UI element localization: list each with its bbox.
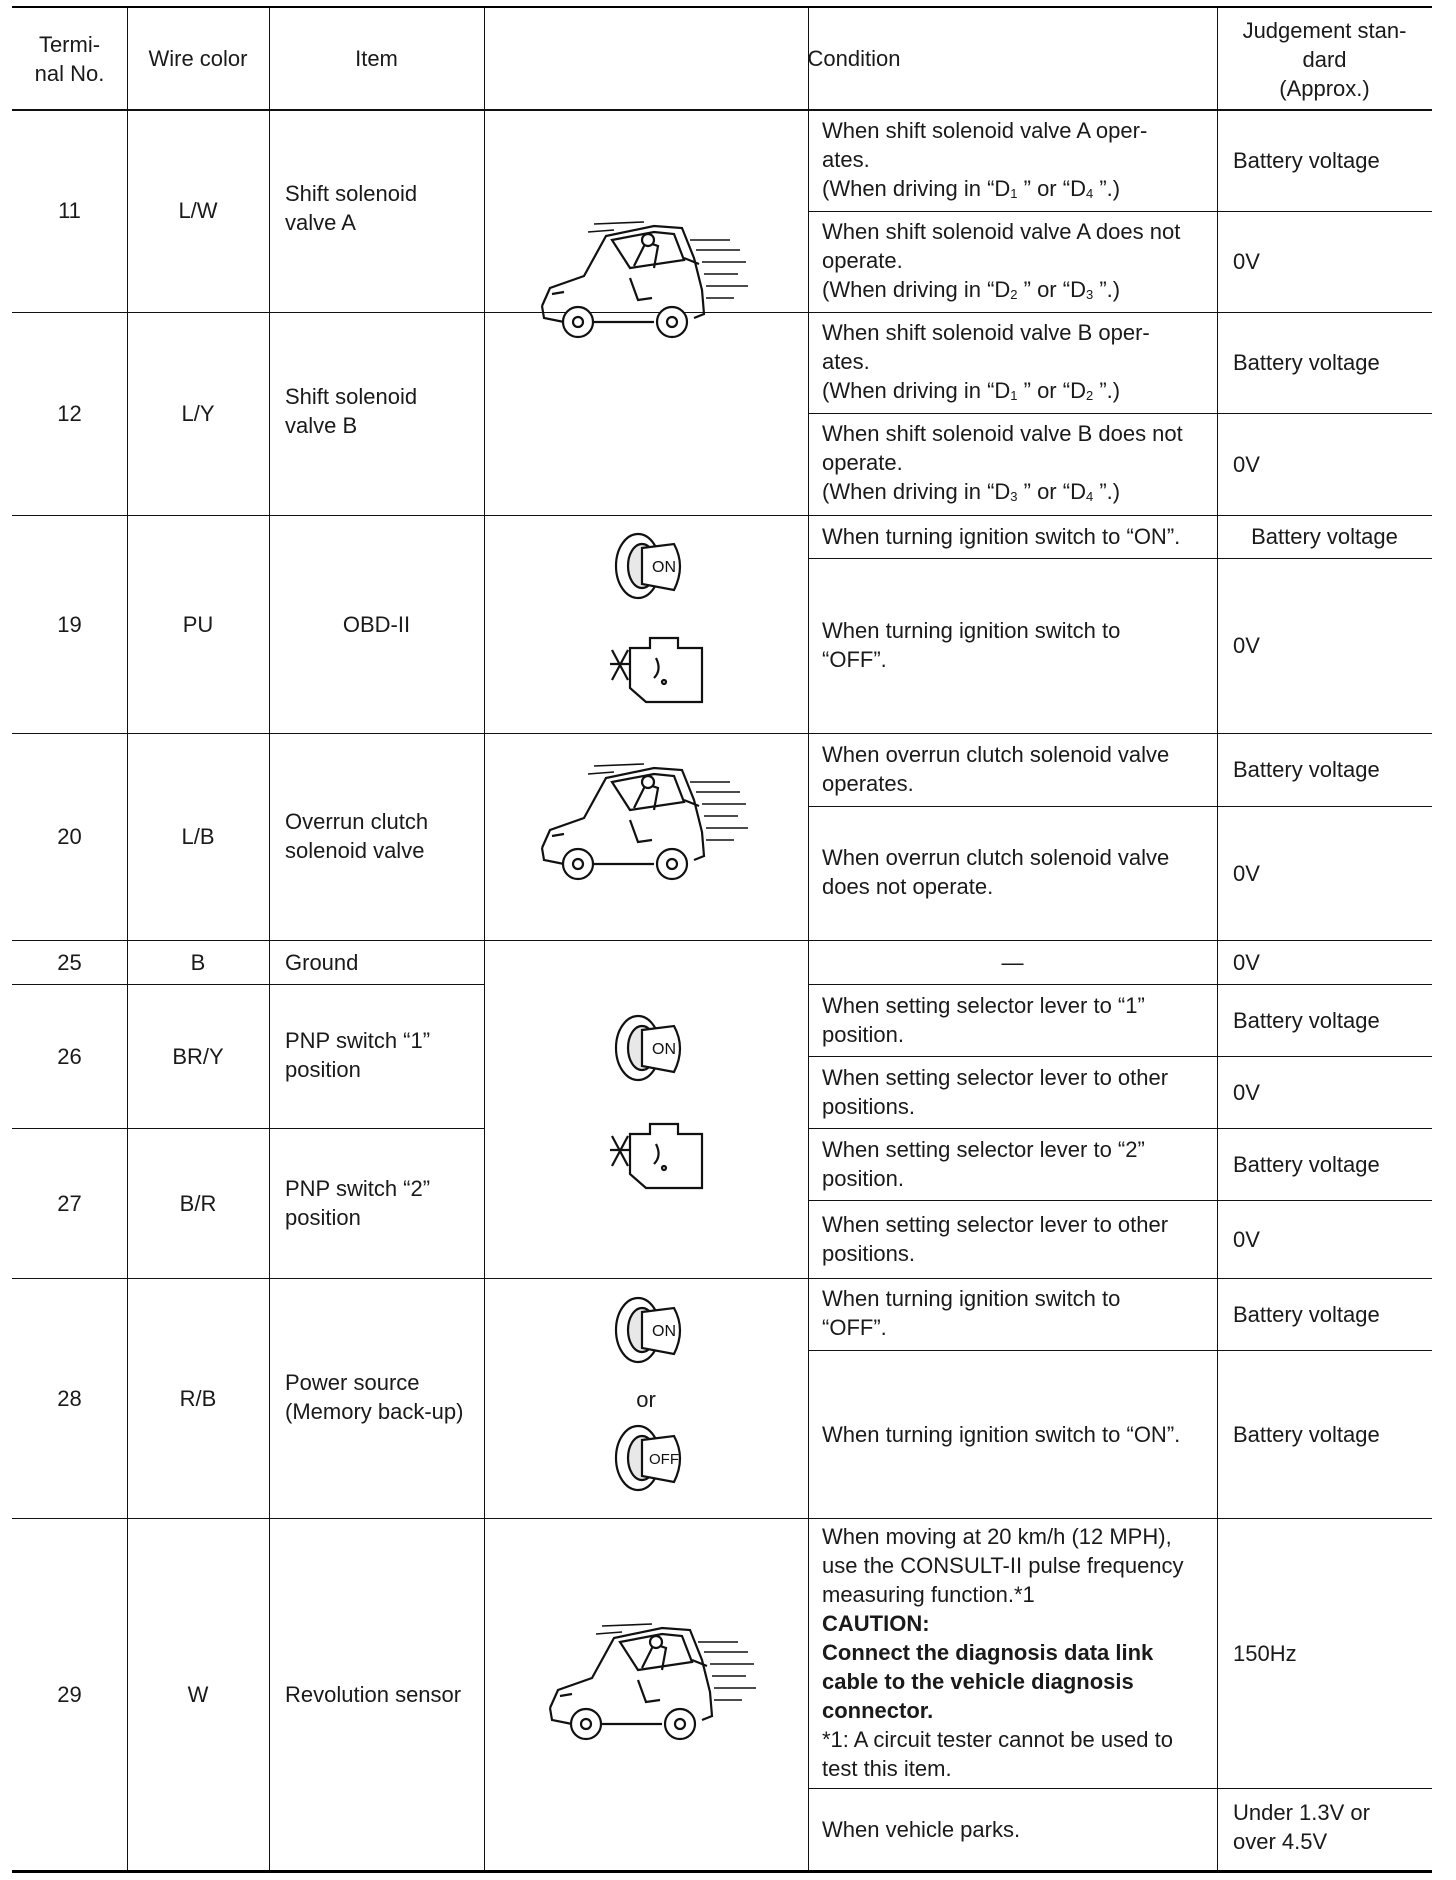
condition-12-b bbox=[808, 413, 1217, 515]
judgement-20-b: 0V bbox=[1233, 860, 1260, 886]
condition-11-a bbox=[808, 109, 1217, 211]
condition-20-b-line2: does not operate. bbox=[822, 874, 994, 899]
condition-12-b-note: (When driving in “$D_3$ ” or “$D_4$ ”.) bbox=[822, 479, 1121, 504]
header-judgement-line1: Judgement stan- bbox=[1242, 18, 1407, 43]
condition-20-a-line1: When overrun clutch solenoid valve bbox=[822, 742, 1170, 767]
judgement-20-a: Battery voltage bbox=[1233, 757, 1380, 782]
driving-car-illustration bbox=[534, 760, 754, 895]
condition-25: — bbox=[1001, 949, 1024, 975]
condition-11-b bbox=[808, 211, 1217, 312]
wire-color-25: B bbox=[190, 949, 206, 975]
judgement-27-a: Battery voltage bbox=[1233, 1151, 1380, 1177]
item-12 bbox=[269, 312, 484, 515]
judgement-19-b: 0V bbox=[1233, 633, 1260, 658]
wire-color-29: W bbox=[187, 1681, 209, 1707]
item-20 bbox=[269, 733, 484, 940]
ignition-on-label: ON bbox=[652, 559, 676, 576]
item-27-line1: PNP switch “2” bbox=[285, 1176, 431, 1201]
wire-color-28: R/B bbox=[179, 1385, 217, 1411]
wire-color-19: PU bbox=[182, 611, 214, 637]
judgement-11-b: 0V bbox=[1233, 249, 1260, 274]
item-26 bbox=[269, 984, 484, 1128]
ignition-off-label: OFF bbox=[649, 1451, 679, 1468]
condition-11-b-line1: When shift solenoid valve A does not bbox=[822, 219, 1181, 244]
terminal-19: 19 bbox=[57, 611, 82, 637]
judgement-26-b: 0V bbox=[1233, 1079, 1260, 1105]
caution-line3: connector. bbox=[822, 1698, 934, 1723]
ignition-key-off-icon bbox=[612, 1418, 692, 1498]
judgement-12-b: 0V bbox=[1233, 451, 1260, 477]
header-terminal bbox=[12, 8, 127, 109]
ignition-key-on-icon bbox=[612, 1290, 692, 1370]
condition-28-a-line2: “OFF”. bbox=[822, 1315, 887, 1340]
condition-27-b-line2: positions. bbox=[822, 1241, 915, 1266]
condition-11-a-line1: When shift solenoid valve A oper- bbox=[822, 118, 1148, 143]
condition-11-a-line2: ates. bbox=[822, 147, 870, 172]
item-19: OBD-II bbox=[342, 611, 411, 637]
wire-color-26: BR/Y bbox=[172, 1043, 224, 1069]
condition-20-b-line1: When overrun clutch solenoid valve bbox=[822, 845, 1170, 870]
wire-color-12: L/Y bbox=[181, 401, 215, 426]
condition-29-b: When vehicle parks. bbox=[822, 1816, 1021, 1842]
condition-29-a bbox=[808, 1518, 1217, 1788]
terminal-28: 28 bbox=[57, 1385, 82, 1411]
item-25: Ground bbox=[285, 949, 359, 975]
header-judgement-line2: dard bbox=[1302, 47, 1347, 72]
judgement-29-a: 150Hz bbox=[1233, 1640, 1297, 1666]
item-28-line1: Power source bbox=[285, 1370, 420, 1395]
footnote-line2: test this item. bbox=[822, 1756, 952, 1781]
caution-line2: cable to the vehicle diagnosis bbox=[822, 1669, 1134, 1694]
header-condition: Condition bbox=[807, 46, 901, 71]
condition-11-b-line2: operate. bbox=[822, 248, 903, 273]
condition-26-a-line1: When setting selector lever to “1” bbox=[822, 993, 1145, 1018]
terminal-25: 25 bbox=[57, 949, 82, 975]
condition-29-a-line3: measuring function.*1 bbox=[822, 1582, 1035, 1607]
item-28 bbox=[269, 1278, 484, 1518]
condition-27-b-line1: When setting selector lever to other bbox=[822, 1212, 1169, 1237]
judgement-12-a: Battery voltage bbox=[1233, 350, 1380, 375]
condition-26-a bbox=[808, 984, 1217, 1056]
or-label: or bbox=[636, 1386, 656, 1412]
item-11 bbox=[269, 109, 484, 312]
terminal-inspection-table bbox=[12, 6, 1432, 1873]
condition-27-a bbox=[808, 1128, 1217, 1200]
ignition-key-on-icon bbox=[612, 1008, 692, 1088]
header-item: Item bbox=[355, 46, 398, 71]
condition-26-b-line2: positions. bbox=[822, 1094, 915, 1119]
condition-19-a: When turning ignition switch to “ON”. bbox=[822, 524, 1181, 549]
item-12-line1: Shift solenoid bbox=[285, 384, 418, 409]
terminal-11: 11 bbox=[58, 198, 81, 223]
caution-line1: Connect the diagnosis data link bbox=[822, 1640, 1154, 1665]
condition-28-b: When turning ignition switch to “ON”. bbox=[822, 1421, 1181, 1447]
item-20-line2: solenoid valve bbox=[285, 838, 425, 863]
terminal-20: 20 bbox=[57, 824, 82, 849]
condition-11-a-note: (When driving in “$D_1$ ” or “$D_4$ ”.) bbox=[822, 176, 1121, 201]
header-terminal-line2: nal No. bbox=[34, 61, 105, 86]
header-wire-color: Wire color bbox=[148, 46, 248, 71]
judgement-26-a: Battery voltage bbox=[1233, 1007, 1380, 1033]
item-27-line2: position bbox=[285, 1205, 361, 1230]
ignition-key-on-icon bbox=[612, 526, 692, 606]
ignition-on-label: ON bbox=[652, 1323, 676, 1340]
judgement-27-b: 0V bbox=[1233, 1226, 1260, 1252]
condition-19-b-line2: “OFF”. bbox=[822, 647, 887, 672]
wire-color-20: L/B bbox=[181, 824, 215, 849]
item-20-line1: Overrun clutch bbox=[285, 809, 429, 834]
judgement-28-b: Battery voltage bbox=[1233, 1421, 1380, 1447]
judgement-29-b-line2: over 4.5V bbox=[1233, 1829, 1328, 1854]
header-judgement bbox=[1217, 8, 1432, 109]
judgement-19-a: Battery voltage bbox=[1251, 524, 1398, 549]
engine-icon bbox=[606, 1104, 718, 1204]
wire-color-27: B/R bbox=[179, 1190, 217, 1216]
item-26-line1: PNP switch “1” bbox=[285, 1028, 431, 1053]
condition-29-a-line1: When moving at 20 km/h (12 MPH), bbox=[822, 1524, 1172, 1549]
condition-27-a-line1: When setting selector lever to “2” bbox=[822, 1137, 1145, 1162]
terminal-26: 26 bbox=[57, 1043, 82, 1069]
terminal-29: 29 bbox=[57, 1681, 82, 1707]
condition-29-a-line2: use the CONSULT-II pulse frequency bbox=[822, 1553, 1184, 1578]
condition-12-a-line1: When shift solenoid valve B oper- bbox=[822, 320, 1150, 345]
item-26-line2: position bbox=[285, 1057, 361, 1082]
condition-12-a bbox=[808, 312, 1217, 413]
item-28-line2: (Memory back-up) bbox=[285, 1399, 464, 1424]
condition-20-b bbox=[808, 806, 1217, 940]
item-29: Revolution sensor bbox=[285, 1681, 462, 1707]
condition-11-b-note: (When driving in “$D_2$ ” or “$D_3$ ”.) bbox=[822, 277, 1121, 302]
condition-12-b-line2: operate. bbox=[822, 450, 903, 475]
condition-26-a-line2: position. bbox=[822, 1022, 904, 1047]
judgement-11-a: Battery voltage bbox=[1233, 147, 1380, 173]
condition-12-a-line2: ates. bbox=[822, 349, 870, 374]
ignition-on-label: ON bbox=[652, 1041, 676, 1058]
item-11-line2: valve A bbox=[285, 210, 356, 235]
condition-28-a bbox=[808, 1278, 1217, 1350]
item-12-line2: valve B bbox=[285, 413, 358, 438]
condition-27-a-line2: position. bbox=[822, 1166, 904, 1191]
judgement-29-b-line1: Under 1.3V or bbox=[1233, 1800, 1370, 1825]
item-11-line1: Shift solenoid bbox=[285, 181, 418, 206]
item-27 bbox=[269, 1128, 484, 1278]
condition-26-b bbox=[808, 1056, 1217, 1128]
condition-20-a-line2: operates. bbox=[822, 771, 914, 796]
caution-heading: CAUTION: bbox=[822, 1611, 930, 1636]
header-terminal-line1: Termi- bbox=[38, 32, 101, 57]
condition-12-b-line1: When shift solenoid valve B does not bbox=[822, 421, 1183, 446]
wire-color-11: L/W bbox=[178, 198, 218, 223]
judgement-29-b bbox=[1217, 1788, 1432, 1870]
driving-car-illustration bbox=[534, 218, 754, 353]
header-judgement-line3: (Approx.) bbox=[1279, 76, 1370, 101]
terminal-27: 27 bbox=[57, 1190, 82, 1216]
condition-20-a bbox=[808, 733, 1217, 806]
terminal-12: 12 bbox=[57, 401, 82, 426]
condition-26-b-line1: When setting selector lever to other bbox=[822, 1065, 1169, 1090]
judgement-28-a: Battery voltage bbox=[1233, 1301, 1380, 1327]
condition-27-b bbox=[808, 1200, 1217, 1278]
judgement-25: 0V bbox=[1233, 949, 1260, 975]
engine-icon bbox=[606, 618, 718, 718]
footnote-line1: *1: A circuit tester cannot be used to bbox=[822, 1727, 1173, 1752]
condition-12-a-note: (When driving in “$D_1$ ” or “$D_2$ ”.) bbox=[822, 378, 1121, 403]
condition-19-b-line1: When turning ignition switch to bbox=[822, 618, 1121, 643]
condition-19-b bbox=[808, 558, 1217, 733]
driving-car-illustration bbox=[542, 1620, 762, 1755]
condition-28-a-line1: When turning ignition switch to bbox=[822, 1286, 1121, 1311]
